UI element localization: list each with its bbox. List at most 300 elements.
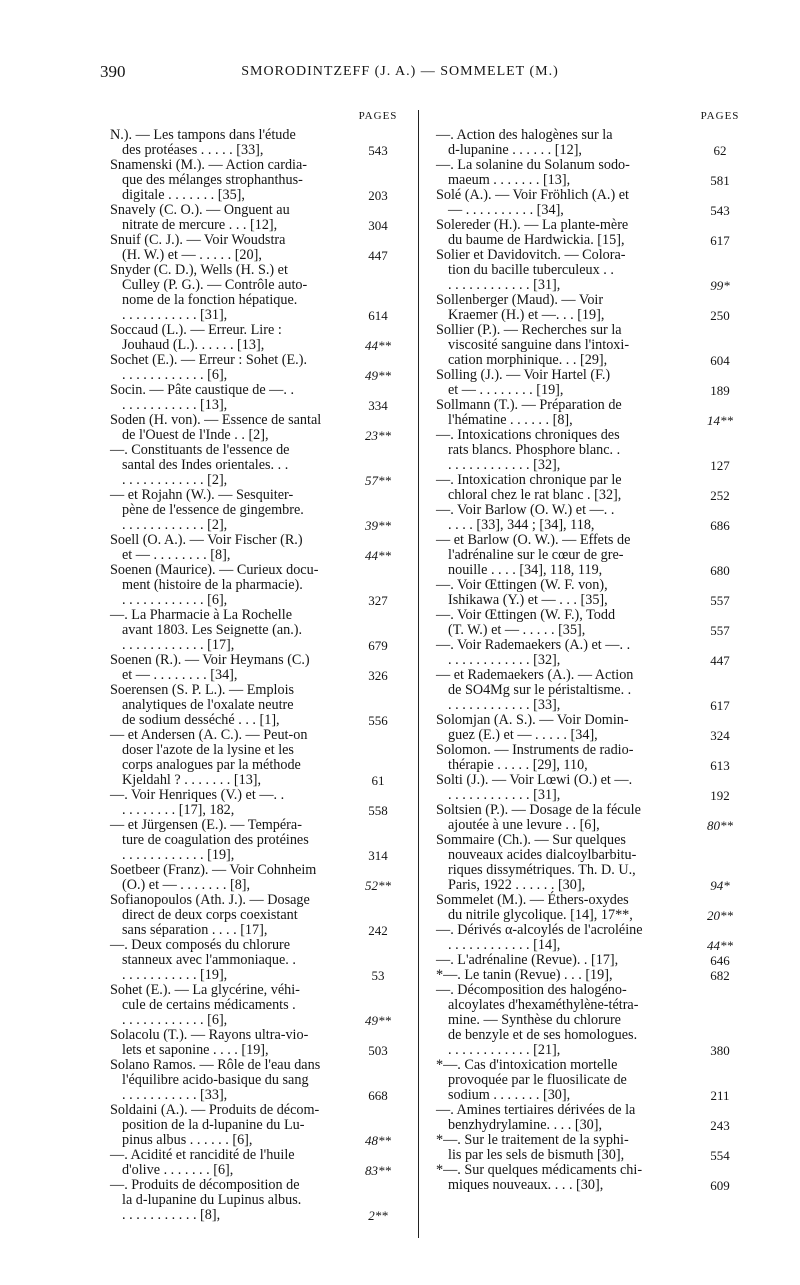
entry-line: —. Voir Œttingen (W. F. von),	[436, 577, 608, 593]
entry-line: Solé (A.). — Voir Fröhlich (A.) et	[436, 187, 629, 203]
entry-line: et — . . . . . . . . [34],	[122, 667, 238, 683]
entry-line: N.). — Les tampons dans l'étude	[110, 127, 296, 143]
index-entry	[110, 1103, 406, 1148]
entry-text	[436, 188, 692, 218]
entry-line: Sommelet (M.). — Éthers-oxydes	[436, 892, 629, 908]
entry-line: Solomon. — Instruments de radio-	[436, 742, 634, 758]
entry-text	[110, 383, 350, 413]
entry-line: (T. W.) et — . . . . . [35],	[448, 622, 586, 638]
entry-text	[436, 1133, 692, 1163]
entry-text	[436, 578, 692, 608]
index-entry	[110, 1058, 406, 1103]
entry-page: 127	[710, 458, 730, 473]
entry-line: cation morphinique. . . [29],	[448, 352, 608, 368]
entry-line: —. Deux composés du chlorure	[110, 937, 291, 953]
entry-line: position de la d-lupanine du Lu-	[122, 1117, 305, 1133]
entry-page: 62	[713, 143, 727, 158]
entry-line: Soenen (R.). — Voir Heymans (C.)	[110, 652, 310, 668]
entry-line: Socin. — Pâte caustique de —. .	[110, 382, 295, 398]
entry-text	[436, 428, 692, 473]
index-entry	[436, 638, 748, 668]
entry-line: Snyder (C. D.), Wells (H. S.) et	[110, 262, 288, 278]
entry-text	[436, 1058, 692, 1103]
entry-text	[436, 128, 692, 158]
entry-line: —. Action des halogènes sur la	[436, 127, 613, 143]
entry-line: cule de certains médicaments .	[122, 997, 296, 1013]
entry-line: Sollier (P.). — Recherches sur la	[436, 322, 622, 338]
entry-line: viscosité sanguine dans l'intoxi-	[448, 337, 630, 353]
entry-line: alcoylates d'hexaméthylène-tétra-	[448, 997, 639, 1013]
entry-line: nome de la fonction hépatique.	[122, 292, 298, 308]
entry-line: avant 1803. Les Seignette (an.).	[122, 622, 303, 638]
index-entry	[110, 938, 406, 983]
entry-line: *—. Sur quelques médicaments chi-	[436, 1162, 643, 1178]
entry-line: — et Rojahn (W.). — Sesquiter-	[110, 487, 294, 503]
entry-line: . . . . . . . . . . . . [2],	[122, 517, 228, 533]
entry-line: —. Amines tertiaires dérivées de la	[436, 1102, 636, 1118]
entry-line: riques dissymétriques. Th. D. U.,	[448, 862, 636, 878]
entry-line: ture de coagulation des protéines	[122, 832, 309, 848]
index-entry	[436, 713, 748, 743]
index-entry	[436, 608, 748, 638]
entry-page: 557	[710, 623, 730, 638]
entry-text	[110, 1178, 350, 1223]
entry-page: 682	[710, 968, 730, 983]
entry-text	[436, 638, 692, 668]
index-entry	[110, 863, 406, 893]
index-entry	[436, 1163, 748, 1193]
entry-line: sans séparation . . . . [17],	[122, 922, 268, 938]
entry-page: 44**	[365, 338, 391, 353]
entry-text	[436, 893, 692, 923]
entry-text	[110, 938, 350, 983]
entry-page: 83**	[365, 1163, 391, 1178]
entry-line: maeum . . . . . . . [13],	[448, 172, 571, 188]
entry-line: — et Jürgensen (E.). — Tempéra-	[110, 817, 302, 833]
entry-page: 604	[710, 353, 730, 368]
entry-line: direct de deux corps coexistant	[122, 907, 298, 923]
entry-line: . . . . . . . . . . . . [2],	[122, 472, 228, 488]
entry-line: . . . . . . . . . . . [13],	[122, 397, 228, 413]
index-entry	[436, 188, 748, 218]
entry-text	[436, 368, 692, 398]
entry-page: 14**	[707, 413, 733, 428]
entry-line: lis par les sels de bismuth [30],	[448, 1147, 625, 1163]
index-entry	[436, 158, 748, 188]
entry-line: (O.) et — . . . . . . . [8],	[122, 877, 251, 893]
entry-line: Culley (P. G.). — Contrôle auto-	[122, 277, 308, 293]
entry-text	[436, 953, 692, 968]
index-entry	[110, 893, 406, 938]
entry-page: 250	[710, 308, 730, 323]
entry-page: 23**	[365, 428, 391, 443]
index-entry	[436, 398, 748, 428]
entry-line: — et Rademaekers (A.). — Action	[436, 667, 634, 683]
entry-text	[436, 668, 692, 713]
entry-text	[110, 653, 350, 683]
entry-page: 242	[368, 923, 388, 938]
entry-line: . . . . . . . . . . . [8],	[122, 1207, 221, 1223]
entry-page: 380	[710, 1043, 730, 1058]
index-entry	[110, 563, 406, 608]
entry-text	[110, 1058, 350, 1103]
entry-line: analytiques de l'oxalate neutre	[122, 697, 294, 713]
index-entry	[436, 473, 748, 503]
entry-line: ajoutée à une levure . . [6],	[448, 817, 600, 833]
index-entry	[436, 983, 748, 1058]
entry-page: 49**	[365, 368, 391, 383]
entry-line: Sollenberger (Maud). — Voir	[436, 292, 604, 308]
entry-line: . . . . . . . . . . . . [14],	[448, 937, 561, 953]
index-entry	[110, 983, 406, 1028]
entry-line: guez (E.) et — . . . . . [34],	[448, 727, 598, 743]
entry-page: 52**	[365, 878, 391, 893]
entry-line: . . . . . . . . . . . . [6],	[122, 1012, 228, 1028]
entry-line: l'adrénaline sur le cœur de gre-	[448, 547, 624, 563]
entry-page: 44**	[707, 938, 733, 953]
entry-line: Soccaud (L.). — Erreur. Lire :	[110, 322, 282, 338]
entry-text	[436, 1163, 692, 1193]
entry-page: 324	[710, 728, 730, 743]
left-column-header	[110, 110, 406, 128]
entry-text	[110, 263, 350, 323]
entry-page: 57**	[365, 473, 391, 488]
entry-page: 447	[710, 653, 730, 668]
index-entry	[110, 383, 406, 413]
entry-page: 80**	[707, 818, 733, 833]
index-entry	[436, 893, 748, 923]
entry-page: 243	[710, 1118, 730, 1133]
index-entry	[110, 353, 406, 383]
entry-line: —. Dérivés α-alcoylés de l'acroléine	[436, 922, 643, 938]
column-divider	[418, 110, 419, 1238]
entry-line: . . . . [33], 344 ; [34], 118,	[448, 517, 595, 533]
index-entry	[110, 488, 406, 533]
entry-line: —. Voir Barlow (O. W.) et —. .	[436, 502, 615, 518]
entry-line: . . . . . . . . . . . . [33],	[448, 697, 561, 713]
entry-line: rats blancs. Phosphore blanc. .	[448, 442, 621, 458]
entry-page: 203	[368, 188, 388, 203]
entry-line: digitale . . . . . . . [35],	[122, 187, 245, 203]
index-entry	[436, 968, 748, 983]
entry-text	[110, 818, 350, 863]
entry-line: nitrate de mercure . . . [12],	[122, 217, 278, 233]
entry-line: Solomjan (A. S.). — Voir Domin-	[436, 712, 629, 728]
index-entry	[436, 803, 748, 833]
entry-line: tion du bacille tuberculeux . .	[448, 262, 614, 278]
entry-line: et — . . . . . . . . [19],	[448, 382, 564, 398]
entry-text	[436, 713, 692, 743]
entry-line: des protéases . . . . . [33],	[122, 142, 264, 158]
entry-page: 99*	[710, 278, 730, 293]
entry-line: . . . . . . . . . . . [19],	[122, 967, 228, 983]
entry-line: Soell (O. A.). — Voir Fischer (R.)	[110, 532, 303, 548]
entry-page: 558	[368, 803, 388, 818]
entry-line: Jouhaud (L.). . . . . . [13],	[122, 337, 265, 353]
entry-page: 39**	[365, 518, 391, 533]
entry-line: —. Intoxications chroniques des	[436, 427, 620, 443]
entry-line: . . . . . . . . . . . . [19],	[122, 847, 235, 863]
entry-page: 326	[368, 668, 388, 683]
index-entry	[436, 773, 748, 803]
entry-text	[110, 1028, 350, 1058]
entry-line: provoquée par le fluosilicate de	[448, 1072, 627, 1088]
entry-text	[110, 788, 350, 818]
entry-line: — . . . . . . . . . . [34],	[448, 202, 564, 218]
entry-line: Soltsien (P.). — Dosage de la fécule	[436, 802, 641, 818]
entry-line: Sommaire (Ch.). — Sur quelques	[436, 832, 626, 848]
entry-line: —. Voir Henriques (V.) et —. .	[110, 787, 285, 803]
index-entry	[110, 158, 406, 203]
entry-text	[436, 743, 692, 773]
entry-page: 556	[368, 713, 388, 728]
entry-page: 2**	[368, 1208, 388, 1223]
entry-line: stanneux avec l'ammoniaque. .	[122, 952, 296, 968]
entry-line: —. Acidité et rancidité de l'huile	[110, 1147, 295, 1163]
entry-text	[110, 683, 350, 728]
entry-text	[110, 1148, 350, 1178]
entry-text	[110, 413, 350, 443]
entry-page: 334	[368, 398, 388, 413]
entry-line: la d-lupanine du Lupinus albus.	[122, 1192, 302, 1208]
entry-text	[110, 728, 350, 788]
entry-line: . . . . . . . . . . . . [21],	[448, 1042, 561, 1058]
entry-page: 192	[710, 788, 730, 803]
entry-text	[436, 158, 692, 188]
entry-line: . . . . . . . . . . . . [32],	[448, 652, 561, 668]
entry-line: Snavely (C. O.). — Onguent au	[110, 202, 290, 218]
index-entry	[110, 653, 406, 683]
entry-page: 617	[710, 698, 730, 713]
pages-label: PAGES	[358, 110, 398, 122]
entry-line: Solti (J.). — Voir Lœwi (O.) et —.	[436, 772, 633, 788]
entry-text	[110, 533, 350, 563]
entry-line: . . . . . . . . . . . . [6],	[122, 367, 228, 383]
entry-text	[436, 473, 692, 503]
index-entry	[436, 1103, 748, 1133]
entry-line: Solano Ramos. — Rôle de l'eau dans	[110, 1057, 321, 1073]
entry-page: 314	[368, 848, 388, 863]
entry-text	[110, 158, 350, 203]
entry-text	[436, 248, 692, 293]
entry-page: 304	[368, 218, 388, 233]
entry-page: 49**	[365, 1013, 391, 1028]
entry-text	[436, 293, 692, 323]
entry-page: 189	[710, 383, 730, 398]
right-column-header	[436, 110, 748, 128]
index-entry	[110, 203, 406, 233]
index-entry	[436, 248, 748, 293]
entry-line: que des mélanges strophanthus-	[122, 172, 303, 188]
entry-line: Snuif (C. J.). — Voir Woudstra	[110, 232, 286, 248]
entry-page: 581	[710, 173, 730, 188]
entry-line: Soldaini (A.). — Produits de décom-	[110, 1102, 320, 1118]
entry-line: *—. Cas d'intoxication mortelle	[436, 1057, 618, 1073]
entry-line: Soerensen (S. P. L.). — Emplois	[110, 682, 295, 698]
entry-page: 61	[371, 773, 385, 788]
entry-text	[110, 233, 350, 263]
entry-page: 614	[368, 308, 388, 323]
entry-line: . . . . . . . . . . . [33],	[122, 1087, 228, 1103]
entry-line: —. Intoxication chronique par le	[436, 472, 622, 488]
entry-line: de sodium desséché . . . [1],	[122, 712, 280, 728]
entry-line: pinus albus . . . . . . [6],	[122, 1132, 253, 1148]
entry-page: 617	[710, 233, 730, 248]
left-column	[110, 110, 406, 1223]
entry-line: Kraemer (H.) et —. . . [19],	[448, 307, 605, 323]
index-entry	[110, 728, 406, 788]
index-entry	[110, 1028, 406, 1058]
index-entry	[436, 1058, 748, 1103]
index-entry	[436, 128, 748, 158]
entry-line: doser l'azote de la lysine et les	[122, 742, 294, 758]
entry-line: de benzyle et de ses homologues.	[448, 1027, 638, 1043]
entry-line: Ishikawa (Y.) et — . . . [35],	[448, 592, 608, 608]
entry-line: thérapie . . . . . [29], 110,	[448, 757, 588, 773]
entry-line: Sohet (E.). — La glycérine, véhi-	[110, 982, 300, 998]
entry-text	[436, 773, 692, 803]
entry-page: 680	[710, 563, 730, 578]
entry-line: miques nouveaux. . . . [30],	[448, 1177, 604, 1193]
entry-text	[436, 803, 692, 833]
entry-line: . . . . . . . . . . . . [6],	[122, 592, 228, 608]
index-entry	[436, 743, 748, 773]
entry-line: l'hématine . . . . . . [8],	[448, 412, 573, 428]
entry-page: 543	[710, 203, 730, 218]
entry-text	[436, 833, 692, 893]
entry-line: Paris, 1922 . . . . . . [30],	[448, 877, 586, 893]
entry-text	[436, 923, 692, 953]
entry-text	[110, 893, 350, 938]
index-entry	[436, 503, 748, 533]
page-number: 390	[100, 62, 126, 81]
entry-text	[110, 608, 350, 653]
running-head: SMORODINTZEFF (J. A.) — SOMMELET (M.)	[241, 64, 559, 79]
entry-line: du nitrile glycolique. [14], 17**,	[448, 907, 633, 923]
entry-text	[110, 128, 350, 158]
entry-line: . . . . . . . . . . . . [31],	[448, 277, 561, 293]
entry-line: chloral chez le rat blanc . [32],	[448, 487, 622, 503]
entry-line: pène de l'essence de gingembre.	[122, 502, 304, 518]
entry-line: —. La Pharmacie à La Rochelle	[110, 607, 292, 623]
index-entry	[436, 218, 748, 248]
entry-page: 543	[368, 143, 388, 158]
entry-page: 686	[710, 518, 730, 533]
entry-line: —. Produits de décomposition de	[110, 1177, 300, 1193]
index-entry	[436, 578, 748, 608]
entry-line: mine. — Synthèse du chlorure	[448, 1012, 621, 1028]
entry-page: 503	[368, 1043, 388, 1058]
entry-line: *—. Le tanin (Revue) . . . [19],	[436, 967, 613, 983]
entry-line: —. Voir Rademaekers (A.) et —. .	[436, 637, 631, 653]
entry-line: Snamenski (M.). — Action cardia-	[110, 157, 308, 173]
entry-line: et — . . . . . . . . [8],	[122, 547, 231, 563]
entry-page: 646	[710, 953, 730, 968]
page-header	[0, 60, 800, 90]
entry-text	[436, 398, 692, 428]
entry-line: Sollmann (T.). — Préparation de	[436, 397, 622, 413]
entry-line: nouveaux acides dialcoylbarbitu-	[448, 847, 637, 863]
entry-line: — et Andersen (A. C.). — Peut-on	[110, 727, 308, 743]
entry-page: 557	[710, 593, 730, 608]
index-entry	[436, 668, 748, 713]
entry-text	[110, 863, 350, 893]
entry-line: de SO4Mg sur le péristaltisme. .	[448, 682, 632, 698]
entry-page: 613	[710, 758, 730, 773]
index-entry	[110, 818, 406, 863]
entry-text	[110, 1103, 350, 1148]
entry-page: 94*	[710, 878, 730, 893]
entry-line: benzhydrylamine. . . . [30],	[448, 1117, 603, 1133]
entry-line: du baume de Hardwickia. [15],	[448, 232, 625, 248]
entry-line: . . . . . . . . . . . . [17],	[122, 637, 235, 653]
entry-line: sodium . . . . . . . [30],	[448, 1087, 571, 1103]
index-entry	[110, 128, 406, 158]
index-entry	[436, 1133, 748, 1163]
index-entry	[110, 323, 406, 353]
entry-text	[436, 218, 692, 248]
entry-line: ment (histoire de la pharmacie).	[122, 577, 303, 593]
entry-line: (H. W.) et — . . . . . [20],	[122, 247, 262, 263]
entry-text	[110, 443, 350, 488]
entry-page: 20**	[707, 908, 733, 923]
index-entry	[110, 788, 406, 818]
entry-page: 447	[368, 248, 388, 263]
entry-text	[436, 323, 692, 368]
entry-line: —. L'adrénaline (Revue). . [17],	[436, 952, 619, 968]
entry-line: nouille . . . . [34], 118, 119,	[448, 562, 603, 578]
entry-text	[436, 1103, 692, 1133]
entry-line: corps analogues par la méthode	[122, 757, 301, 773]
index-entry	[436, 323, 748, 368]
entry-line: —. Voir Œttingen (W. F.), Todd	[436, 607, 616, 623]
entry-line: *—. Sur le traitement de la syphi-	[436, 1132, 629, 1148]
entry-line: l'équilibre acido-basique du sang	[122, 1072, 309, 1088]
entry-page: 44**	[365, 548, 391, 563]
index-entry	[110, 413, 406, 443]
index-entry	[110, 608, 406, 653]
entry-text	[110, 983, 350, 1028]
entry-page: 53	[371, 968, 385, 983]
index-entry	[110, 1178, 406, 1223]
index-entry	[436, 923, 748, 953]
entry-text	[110, 323, 350, 353]
entry-page: 609	[710, 1178, 730, 1193]
index-entry	[110, 683, 406, 728]
entry-line: de l'Ouest de l'Inde . . [2],	[122, 427, 269, 443]
entry-line: lets et saponine . . . . [19],	[122, 1042, 269, 1058]
entry-line: Soden (H. von). — Essence de santal	[110, 412, 322, 428]
index-entry	[110, 443, 406, 488]
entry-line: Solling (J.). — Voir Hartel (F.)	[436, 367, 611, 383]
entry-line: —. La solanine du Solanum sodo-	[436, 157, 630, 173]
index-entry	[436, 368, 748, 398]
entry-line: Kjeldahl ? . . . . . . . [13],	[122, 772, 262, 788]
index-entry	[110, 233, 406, 263]
index-entry	[110, 263, 406, 323]
index-entry	[436, 293, 748, 323]
entry-line: . . . . . . . . [17], 182,	[122, 802, 235, 818]
entry-line: . . . . . . . . . . . [31],	[122, 307, 228, 323]
index-entry	[110, 533, 406, 563]
entry-line: d'olive . . . . . . . [6],	[122, 1162, 234, 1178]
entry-text	[110, 488, 350, 533]
entry-text	[436, 968, 692, 983]
entry-line: Solier et Davidovitch. — Colora-	[436, 247, 626, 263]
entry-line: . . . . . . . . . . . . [32],	[448, 457, 561, 473]
entry-text	[110, 563, 350, 608]
entry-page: 327	[368, 593, 388, 608]
